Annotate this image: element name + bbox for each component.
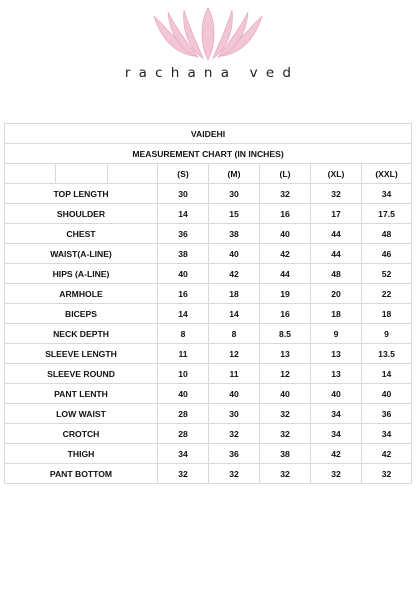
measurement-value: 32 — [362, 464, 412, 484]
chart-subtitle: MEASUREMENT CHART (IN INCHES) — [5, 144, 412, 164]
measurement-label: CHEST — [5, 224, 158, 244]
measurement-chart-table — [4, 123, 412, 484]
brand-logo — [0, 0, 416, 110]
measurement-value: 14 — [158, 304, 209, 324]
lotus-icon — [148, 8, 268, 64]
measurement-value: 52 — [362, 264, 412, 284]
measurement-label: SHOULDER — [5, 204, 158, 224]
measurement-value: 34 — [311, 424, 362, 444]
measurement-value: 42 — [362, 444, 412, 464]
table-row — [5, 444, 412, 464]
measurement-value: 32 — [311, 464, 362, 484]
measurement-value: 18 — [311, 304, 362, 324]
measurement-value: 42 — [311, 444, 362, 464]
measurement-value: 10 — [158, 364, 209, 384]
measurement-label: BICEPS — [5, 304, 158, 324]
measurement-value: 8.5 — [260, 324, 311, 344]
measurement-value: 8 — [209, 324, 260, 344]
table-row — [5, 424, 412, 444]
measurement-value: 30 — [158, 184, 209, 204]
measurement-value: 16 — [260, 304, 311, 324]
measurement-value: 34 — [362, 184, 412, 204]
size-column-header: (L) — [260, 164, 311, 184]
measurement-label: NECK DEPTH — [5, 324, 158, 344]
measurement-value: 11 — [209, 364, 260, 384]
measurement-label: THIGH — [5, 444, 158, 464]
size-column-header: (XXL) — [362, 164, 412, 184]
measurement-value: 42 — [209, 264, 260, 284]
measurement-value: 17.5 — [362, 204, 412, 224]
measurement-label: LOW WAIST — [5, 404, 158, 424]
table-row — [5, 324, 412, 344]
measurement-value: 36 — [362, 404, 412, 424]
table-row — [5, 304, 412, 324]
table-row — [5, 284, 412, 304]
measurement-value: 32 — [260, 464, 311, 484]
measurement-value: 38 — [158, 244, 209, 264]
table-row — [5, 384, 412, 404]
measurement-value: 40 — [209, 244, 260, 264]
table-row — [5, 264, 412, 284]
measurement-label: TOP LENGTH — [5, 184, 158, 204]
brand-name: rachana ved — [124, 65, 300, 81]
measurement-value: 12 — [260, 364, 311, 384]
measurement-value: 42 — [260, 244, 311, 264]
measurement-value: 30 — [209, 184, 260, 204]
measurement-value: 30 — [209, 404, 260, 424]
measurement-value: 32 — [311, 184, 362, 204]
measurement-value: 8 — [158, 324, 209, 344]
measurement-value: 14 — [209, 304, 260, 324]
measurement-value: 40 — [158, 264, 209, 284]
measurement-label: SLEEVE ROUND — [5, 364, 158, 384]
measurement-value: 36 — [158, 224, 209, 244]
measurement-value: 32 — [209, 464, 260, 484]
measurement-value: 48 — [362, 224, 412, 244]
measurement-value: 46 — [362, 244, 412, 264]
measurement-value: 14 — [362, 364, 412, 384]
measurement-value: 32 — [260, 184, 311, 204]
measurement-value: 44 — [260, 264, 311, 284]
size-column-header: (S) — [158, 164, 209, 184]
table-row — [5, 344, 412, 364]
table-row — [5, 224, 412, 244]
measurement-value: 18 — [362, 304, 412, 324]
measurement-value: 32 — [260, 424, 311, 444]
measurement-value: 11 — [158, 344, 209, 364]
measurement-label: ARMHOLE — [5, 284, 158, 304]
measurement-value: 19 — [260, 284, 311, 304]
measurement-label: WAIST(A-LINE) — [5, 244, 158, 264]
size-header-row — [5, 164, 412, 184]
table-row — [5, 244, 412, 264]
measurement-value: 36 — [209, 444, 260, 464]
measurement-value: 22 — [362, 284, 412, 304]
measurement-value: 32 — [209, 424, 260, 444]
measurement-value: 13 — [260, 344, 311, 364]
measurement-value: 15 — [209, 204, 260, 224]
header-label-cell — [5, 164, 158, 184]
measurement-value: 48 — [311, 264, 362, 284]
measurement-value: 40 — [260, 224, 311, 244]
measurement-value: 34 — [362, 424, 412, 444]
measurement-value: 38 — [260, 444, 311, 464]
measurement-value: 9 — [362, 324, 412, 344]
measurement-value: 40 — [260, 384, 311, 404]
table-row — [5, 184, 412, 204]
measurement-value: 34 — [158, 444, 209, 464]
measurement-value: 32 — [158, 464, 209, 484]
measurement-value: 17 — [311, 204, 362, 224]
measurement-label: PANT BOTTOM — [5, 464, 158, 484]
measurement-value: 28 — [158, 424, 209, 444]
measurement-value: 44 — [311, 224, 362, 244]
measurement-value: 16 — [260, 204, 311, 224]
measurement-value: 16 — [158, 284, 209, 304]
measurement-label: CROTCH — [5, 424, 158, 444]
measurement-label: PANT LENTH — [5, 384, 158, 404]
chart-title: VAIDEHI — [5, 124, 412, 144]
measurement-value: 20 — [311, 284, 362, 304]
measurement-value: 44 — [311, 244, 362, 264]
measurement-value: 12 — [209, 344, 260, 364]
table-row — [5, 464, 412, 484]
size-column-header: (XL) — [311, 164, 362, 184]
measurement-value: 40 — [209, 384, 260, 404]
measurement-value: 40 — [158, 384, 209, 404]
measurement-value: 18 — [209, 284, 260, 304]
measurement-label: HIPS (A-LINE) — [5, 264, 158, 284]
measurement-value: 14 — [158, 204, 209, 224]
table-row — [5, 364, 412, 384]
measurement-value: 40 — [362, 384, 412, 404]
table-row — [5, 204, 412, 224]
measurement-value: 9 — [311, 324, 362, 344]
measurement-value: 32 — [260, 404, 311, 424]
measurement-value: 13 — [311, 344, 362, 364]
measurement-value: 28 — [158, 404, 209, 424]
measurement-value: 34 — [311, 404, 362, 424]
measurement-value: 38 — [209, 224, 260, 244]
measurement-label: SLEEVE LENGTH — [5, 344, 158, 364]
measurement-value: 13.5 — [362, 344, 412, 364]
measurement-value: 40 — [311, 384, 362, 404]
table-row — [5, 404, 412, 424]
size-column-header: (M) — [209, 164, 260, 184]
measurement-value: 13 — [311, 364, 362, 384]
